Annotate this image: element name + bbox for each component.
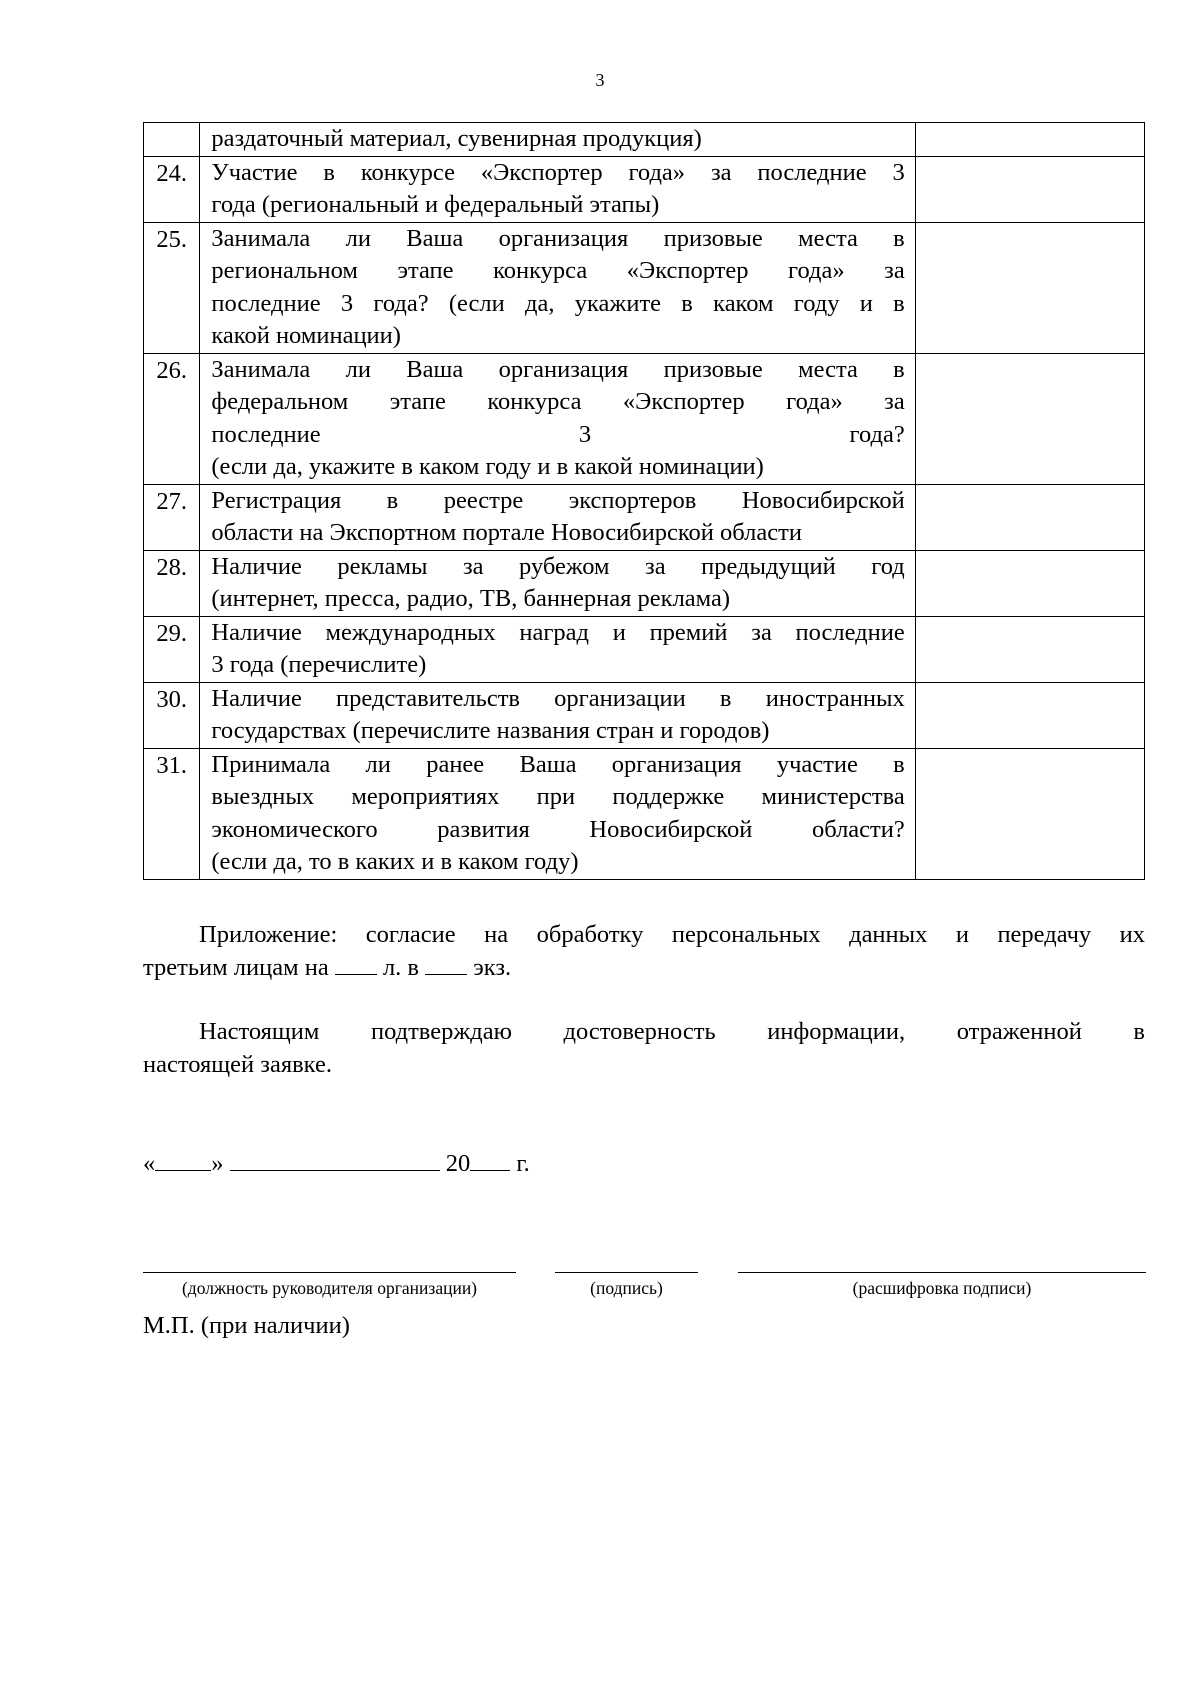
table-row [144, 616, 1145, 682]
row-question [200, 156, 915, 222]
question-line: Занимала ли Ваша организация призовые места в [211, 224, 905, 252]
answer-cell[interactable] [915, 222, 1144, 353]
decoding-caption: (расшифровка подписи) [852, 1278, 1032, 1298]
question-line: (интернет, пресса, радио, ТВ, баннерная реклама) [211, 585, 731, 612]
answer-cell[interactable] [915, 682, 1144, 748]
appendix-text-b: л. в [382, 954, 419, 981]
question-line: раздаточный материал, сувенирная продукция) [211, 125, 702, 152]
confirmation-paragraph [143, 1015, 1145, 1081]
question-line: какой номинации) [211, 322, 401, 349]
date-open-quote: « [143, 1150, 156, 1177]
row-question [200, 748, 915, 879]
answer-cell[interactable] [915, 748, 1144, 879]
question-line: области на Экспортном портале Новосибирской области [211, 519, 802, 546]
row-question [200, 222, 915, 353]
table-row [144, 682, 1145, 748]
row-question [200, 353, 915, 484]
appendix-line-2 [143, 951, 1145, 984]
table-row [144, 123, 1145, 157]
row-question [200, 484, 915, 550]
question-line: Наличие рекламы за рубежом за предыдущий год [211, 552, 905, 580]
table-row [144, 748, 1145, 879]
question-line: государствах (перечислите названия стран и городов) [211, 717, 770, 744]
question-line: выездных мероприятиях при поддержке министерства [211, 783, 905, 810]
answer-cell[interactable] [915, 123, 1144, 157]
table-row [144, 484, 1145, 550]
copies-count-field[interactable] [425, 952, 467, 975]
answer-cell[interactable] [915, 484, 1144, 550]
question-line: года (региональный и федеральный этапы) [211, 191, 660, 218]
position-caption: (должность руководителя организации) [181, 1278, 478, 1298]
row-question [200, 616, 915, 682]
question-line: 3 года (перечислите) [211, 651, 427, 678]
table-row [144, 156, 1145, 222]
year-suffix: г. [516, 1150, 530, 1177]
confirmation-line-2: настоящей заявке. [143, 1051, 332, 1078]
appendix-line-1: Приложение: согласие на обработку персональных данных и передачу их [199, 921, 1145, 948]
row-number: 25. [144, 222, 200, 353]
row-number: 24. [144, 156, 200, 222]
question-line: экономического развития Новосибирской области? [211, 815, 905, 843]
table-row [144, 222, 1145, 353]
table-row [144, 550, 1145, 616]
table-body [144, 123, 1145, 880]
signature-caption: (подпись) [590, 1278, 663, 1298]
row-number: 27. [144, 484, 200, 550]
application-table [143, 122, 1145, 880]
row-number: 28. [144, 550, 200, 616]
question-line: (если да, укажите в каком году и в какой номинации) [211, 453, 764, 480]
position-signature-line[interactable] [143, 1272, 516, 1273]
question-line: последние 3 года? [211, 420, 905, 448]
month-field[interactable] [230, 1148, 440, 1171]
question-line: (если да, то в каких и в каком году) [211, 848, 579, 875]
confirmation-line-1: Настоящим подтверждаю достоверность информации, отраженной в [199, 1018, 1145, 1045]
row-question [200, 123, 915, 157]
question-line: Наличие представительств организации в иностранных [211, 684, 905, 712]
question-line: региональном этапе конкурса «Экспортер года» за [211, 257, 905, 284]
row-number: 26. [144, 353, 200, 484]
page-number: 3 [595, 70, 605, 90]
appendix-text-a: третьим лицам на [143, 954, 329, 981]
appendix-paragraph [143, 918, 1145, 984]
date-line [143, 1148, 530, 1178]
table-row [144, 353, 1145, 484]
question-line: Принимала ли ранее Ваша организация участие в [211, 750, 905, 778]
appendix-text-c: экз. [473, 954, 512, 981]
year-field[interactable] [470, 1148, 510, 1171]
stamp-note: М.П. (при наличии) [143, 1312, 350, 1339]
question-line: последние 3 года? (если да, укажите в каком году и в [211, 289, 905, 317]
question-line: федеральном этапе конкурса «Экспортер года» за [211, 388, 905, 415]
row-number: 29. [144, 616, 200, 682]
answer-cell[interactable] [915, 353, 1144, 484]
day-field[interactable] [155, 1148, 211, 1171]
answer-cell[interactable] [915, 156, 1144, 222]
question-line: Регистрация в реестре экспортеров Новосибирской [211, 486, 905, 514]
row-number: 31. [144, 748, 200, 879]
question-line: Занимала ли Ваша организация призовые места в [211, 355, 905, 383]
date-close-quote: » [211, 1150, 224, 1177]
question-line: Участие в конкурсе «Экспортер года» за последние 3 [211, 158, 905, 186]
row-question [200, 550, 915, 616]
question-line: Наличие международных наград и премий за последние [211, 618, 905, 646]
answer-cell[interactable] [915, 616, 1144, 682]
row-number: 30. [144, 682, 200, 748]
decoding-signature-line[interactable] [738, 1272, 1146, 1273]
sheets-count-field[interactable] [335, 952, 377, 975]
signature-line[interactable] [555, 1272, 698, 1273]
year-prefix: 20 [445, 1150, 471, 1177]
row-number [144, 123, 200, 157]
answer-cell[interactable] [915, 550, 1144, 616]
row-question [200, 682, 915, 748]
